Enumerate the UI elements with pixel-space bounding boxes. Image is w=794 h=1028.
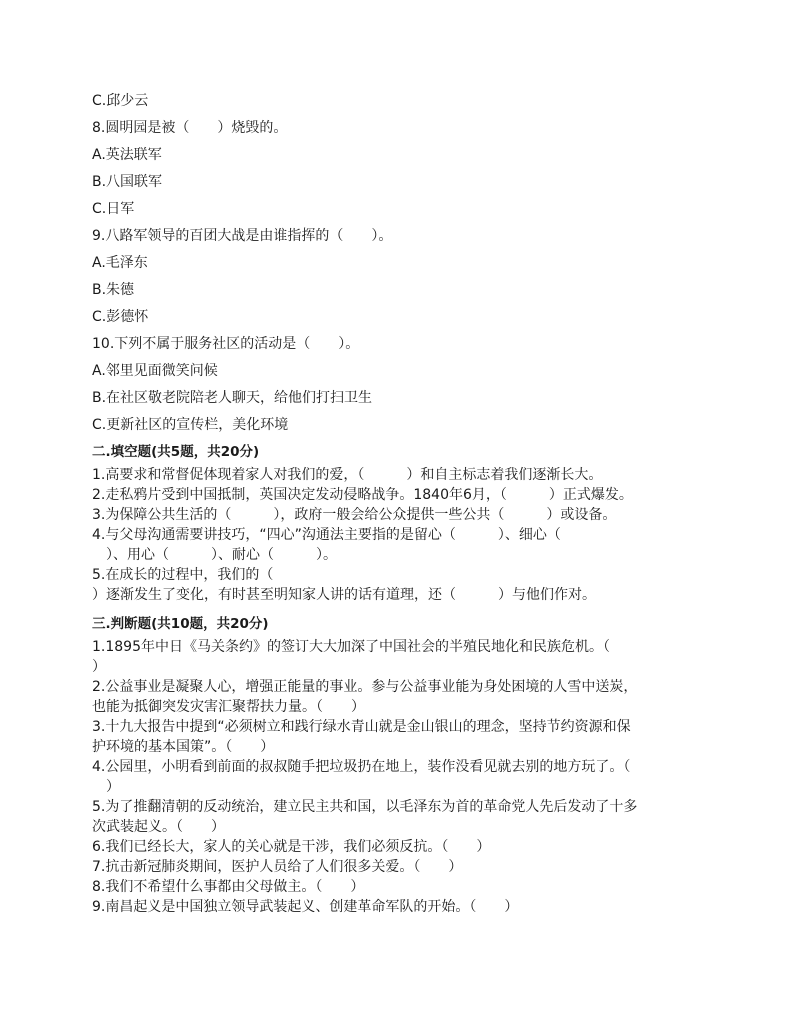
judge-q5-line2: 次武装起义。（ ） bbox=[92, 819, 225, 835]
judge-q1-line1: 1.1895年中日《马关条约》的签订大大加深了中国社会的半殖民地化和民族危机。（ bbox=[92, 639, 610, 655]
fill-q5-line1: 5.在成长的过程中，我们的（ bbox=[92, 567, 274, 583]
q9-option-a: A.毛泽东 bbox=[92, 255, 148, 271]
fill-questions bbox=[92, 465, 712, 605]
fill-q3: 3.为保障公共生活的（ ），政府一般会给公众提供一些公共（ ）或设备。 bbox=[92, 507, 617, 523]
judge-q3-line2: 护环境的基本国策”。（ ） bbox=[92, 739, 275, 755]
judge-q2-line1: 2.公益事业是凝聚人心，增强正能量的事业。参与公益事业能为身处困境的人雪中送炭， bbox=[92, 679, 638, 695]
q7-option-c: C.邱少云 bbox=[92, 93, 149, 109]
judge-q3-line1: 3.十九大报告中提到“必须树立和践行绿水青山就是金山银山的理念，坚持节约资源和保 bbox=[92, 719, 631, 735]
judge-q2-line2: 也能为抵御突发灾害汇聚帮扶力量。（ ） bbox=[92, 699, 365, 715]
fill-section-heading: 二.填空题(共5题，共20分) bbox=[92, 444, 260, 460]
fill-q5-line2: ）逐渐发生了变化，有时甚至明知家人讲的话有道理，还（ ）与他们作对。 bbox=[92, 587, 596, 603]
fill-q4-line2: ）、用心（ ）、耐心（ ）。 bbox=[92, 547, 337, 563]
q8-option-b: B.八国联军 bbox=[92, 174, 163, 190]
judge-questions bbox=[92, 637, 712, 917]
q10-option-a: A.邻里见面微笑问候 bbox=[92, 363, 218, 379]
judge-q4-line1: 4.公园里，小明看到前面的叔叔随手把垃圾扔在地上，装作没看见就去别的地方玩了。（ bbox=[92, 759, 631, 775]
q8-stem: 8.圆明园是被（ ）烧毁的。 bbox=[92, 120, 288, 136]
q8-option-a: A.英法联军 bbox=[92, 147, 162, 163]
q9-option-b: B.朱德 bbox=[92, 282, 135, 298]
judge-section-heading: 三.判断题(共10题，共20分) bbox=[92, 616, 269, 632]
fill-q1: 1.高要求和常督促体现着家人对我们的爱，（ ）和自主标志着我们逐渐长大。 bbox=[92, 467, 603, 483]
q9-option-c: C.彭德怀 bbox=[92, 309, 149, 325]
q10-option-c: C.更新社区的宣传栏，美化环境 bbox=[92, 417, 289, 433]
judge-q1-line2: ） bbox=[92, 659, 106, 675]
judge-q9: 9.南昌起义是中国独立领导武装起义、创建革命军队的开始。（ ） bbox=[92, 899, 519, 915]
fill-q2: 2.走私鸦片受到中国抵制，英国决定发动侵略战争。1840年6月，（ ）正式爆发。 bbox=[92, 487, 633, 503]
judge-q8: 8.我们不希望什么事都由父母做主。（ ） bbox=[92, 879, 365, 895]
judge-q6: 6.我们已经长大，家人的关心就是干涉，我们必须反抗。（ ） bbox=[92, 839, 491, 855]
judge-q5-line1: 5.为了推翻清朝的反动统治，建立民主共和国，以毛泽东为首的革命党人先后发动了十多 bbox=[92, 799, 638, 815]
judge-q7: 7.抗击新冠肺炎期间，医护人员给了人们很多关爱。（ ） bbox=[92, 859, 463, 875]
exam-page bbox=[92, 88, 712, 917]
judge-q4-line2: ） bbox=[92, 779, 120, 795]
q8-option-c: C.日军 bbox=[92, 201, 135, 217]
fill-q4-line1: 4.与父母沟通需要讲技巧，“四心”沟通法主要指的是留心（ ）、细心（ bbox=[92, 527, 561, 543]
q10-option-b: B.在社区敬老院陪老人聊天，给他们打扫卫生 bbox=[92, 390, 373, 406]
q10-stem: 10.下列不属于服务社区的活动是（ ）。 bbox=[92, 336, 360, 352]
q9-stem: 9.八路军领导的百团大战是由谁指挥的（ ）。 bbox=[92, 228, 393, 244]
